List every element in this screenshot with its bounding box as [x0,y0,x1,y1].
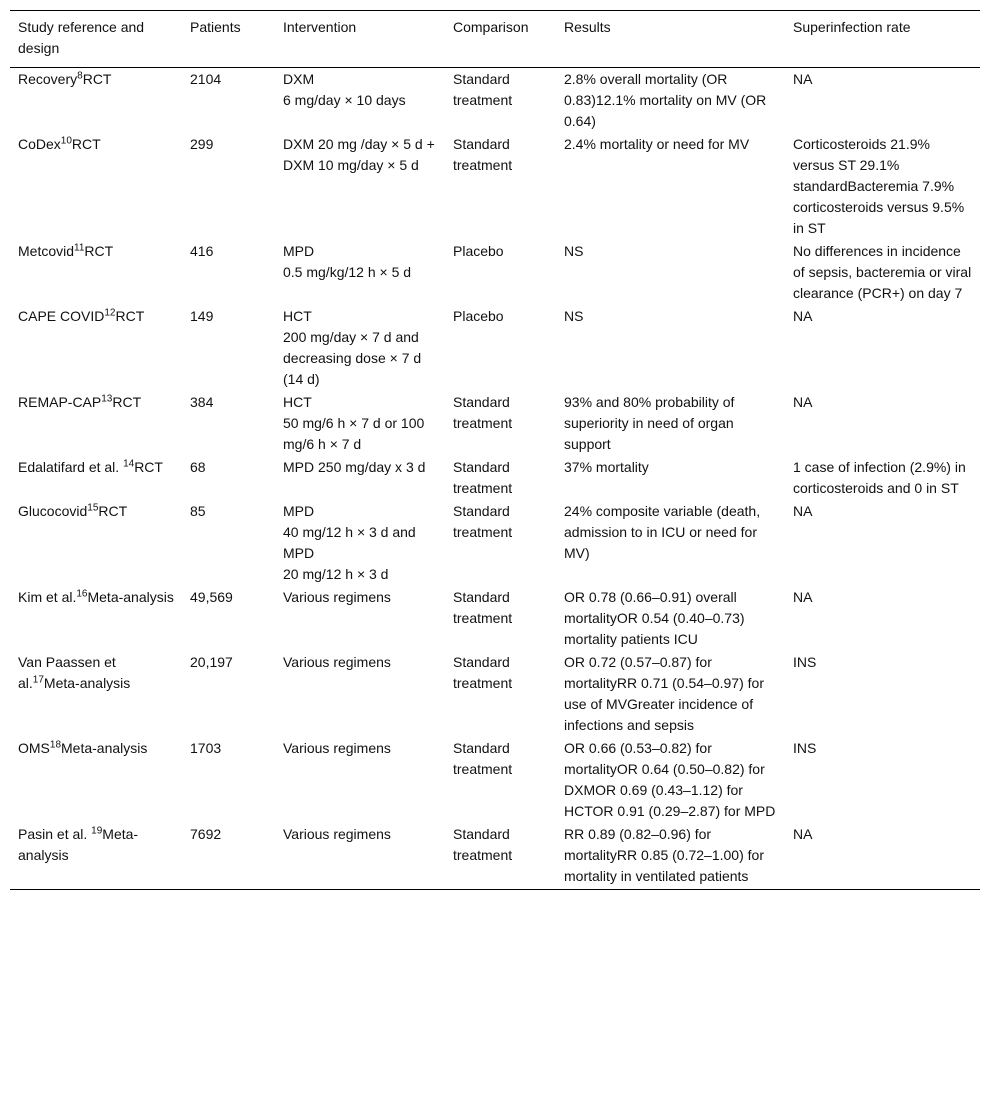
study-name: CAPE COVID [18,308,105,324]
study-cell [10,500,182,586]
study-design: Meta-analysis [43,675,131,691]
study-name: Edalatifard et al. [18,459,124,475]
comparison-cell: Standard treatment [453,136,513,173]
comparison-cell: Standard treatment [453,740,513,777]
intervention-cell [275,823,445,890]
intervention-line: HCT [283,308,312,324]
table-row [10,391,980,456]
table-row [10,500,980,586]
study-design: RCT [82,71,112,87]
intervention-line: Various regimens [283,826,391,842]
study-reference: 19 [91,825,103,837]
patients-cell: 416 [190,243,214,259]
superinfection-cell: INS [793,740,817,756]
header-results: Results [556,11,785,68]
intervention-line: 0.5 mg/kg/12 h × 5 d [283,264,412,280]
header-row [10,11,980,68]
study-cell [10,737,182,823]
intervention-line: DXM [283,71,315,87]
comparison-cell: Standard treatment [453,459,513,496]
comparison-cell: Standard treatment [453,71,513,108]
patients-cell: 384 [190,394,214,410]
study-cell [10,586,182,651]
patients-cell: 149 [190,308,214,324]
header-patients: Patients [182,11,275,68]
results-cell: 93% and 80% probability of superiority in need of organ support [564,394,735,452]
results-cell: 2.8% overall mortality (OR 0.83)12.1% mortality on MV (OR 0.64) [564,71,767,129]
intervention-cell [275,456,445,500]
superinfection-cell: NA [793,394,813,410]
superinfection-cell: NA [793,503,813,519]
table-row [10,456,980,500]
study-cell [10,651,182,737]
header-superinfection: Superinfection rate [785,11,980,68]
table-row [10,240,980,305]
table-row [10,68,980,134]
study-design: RCT [98,503,128,519]
patients-cell: 49,569 [190,589,233,605]
table-row [10,305,980,391]
study-reference: 17 [32,674,44,686]
table-body [10,68,980,890]
study-design: RCT [84,243,114,259]
intervention-line: Various regimens [283,654,391,670]
study-reference: 10 [60,135,72,147]
intervention-line: MPD 250 mg/day x 3 d [283,459,426,475]
intervention-line: Various regimens [283,740,391,756]
patients-cell: 85 [190,503,206,519]
patients-cell: 68 [190,459,206,475]
study-name: REMAP-CAP [18,394,102,410]
study-cell [10,823,182,890]
intervention-line: 50 mg/6 h × 7 d or 100 mg/6 h × 7 d [283,415,425,452]
superinfection-cell: NA [785,823,980,890]
study-design: Meta-analysis [61,740,148,756]
corticosteroid-studies-table [10,10,980,890]
study-name: Recovery [18,71,78,87]
patients-cell: 1703 [190,740,222,756]
study-cell [10,391,182,456]
table-row [10,651,980,737]
intervention-line: 20 mg/12 h × 3 d [283,566,389,582]
study-design: RCT [134,459,163,475]
intervention-cell [275,586,445,651]
comparison-cell: Placebo [453,243,504,259]
comparison-cell: Standard treatment [453,503,513,540]
intervention-cell [275,133,445,240]
study-name: CoDex [18,136,61,152]
patients-cell: 299 [190,136,214,152]
superinfection-cell: NA [793,589,813,605]
results-cell: 37% mortality [564,459,649,475]
intervention-cell [275,651,445,737]
comparison-cell: Standard treatment [453,394,513,431]
table-container [10,10,980,890]
study-reference: 8 [77,70,83,82]
intervention-cell [275,240,445,305]
results-cell: NS [564,308,584,324]
comparison-cell: Standard treatment [453,589,513,626]
study-name: Kim et al. [18,589,77,605]
study-reference: 13 [101,393,113,405]
superinfection-cell: INS [793,654,817,670]
patients-cell: 7692 [182,823,275,890]
superinfection-cell: NA [793,71,813,87]
study-design: Meta-analysis [18,826,139,863]
results-cell: OR 0.78 (0.66–0.91) overall mortalityOR 0.54 (0.40–0.73) mortality patients ICU [564,589,745,647]
superinfection-cell: NA [793,308,813,324]
results-cell: 2.4% mortality or need for MV [564,136,750,152]
study-cell [10,68,182,134]
study-design: RCT [112,394,142,410]
results-cell: OR 0.66 (0.53–0.82) for mortalityOR 0.64 (0.50–0.82) for DXMOR 0.69 (0.43–1.12) for HCTOR 0.91 (0.29–2.87) for MPD [564,740,776,819]
study-design: RCT [115,308,145,324]
study-name: Glucocovid [18,503,88,519]
study-design: RCT [71,136,101,152]
header-comparison: Comparison [445,11,556,68]
study-name: Van Paassen et al. [18,654,116,691]
study-name: Pasin et al. [18,826,92,842]
patients-cell: 2104 [190,71,222,87]
study-name: OMS [18,740,50,756]
comparison-cell: Placebo [453,308,504,324]
intervention-line: MPD [283,243,315,259]
intervention-cell [275,737,445,823]
intervention-line: Various regimens [283,589,391,605]
intervention-line: 6 mg/day × 10 days [283,92,406,108]
study-reference: 11 [74,242,85,254]
superinfection-cell: No differences in incidence of sepsis, bacteremia or viral clearance (PCR+) on day 7 [793,243,972,301]
study-design: Meta-analysis [87,589,174,605]
header-intervention: Intervention [275,11,445,68]
intervention-cell [275,305,445,391]
table-row [10,737,980,823]
results-cell: 24% composite variable (death, admission to in ICU or need for MV) [564,503,761,561]
study-reference: 18 [49,739,62,751]
intervention-cell [275,68,445,134]
study-reference: 16 [76,588,88,600]
study-reference: 12 [104,307,116,319]
results-cell: RR 0.89 (0.82–0.96) for mortalityRR 0.85 (0.72–1.00) for mortality in ventilated patients [556,823,785,890]
results-cell: OR 0.72 (0.57–0.87) for mortalityRR 0.71 (0.54–0.97) for use of MVGreater incidence of infections and sepsis [564,654,764,733]
intervention-cell [275,500,445,586]
table-row [10,133,980,240]
patients-cell: 20,197 [190,654,233,670]
study-cell [10,305,182,391]
intervention-line: 40 mg/12 h × 3 d and MPD [283,524,416,561]
study-cell [10,133,182,240]
table-row [10,823,980,890]
intervention-line: MPD [283,503,315,519]
intervention-line: DXM 20 mg /day × 5 d + DXM 10 mg/day × 5 d [283,136,435,173]
header-study: Study reference and design [10,11,182,68]
study-name: Metcovid [18,243,75,259]
table-header [10,11,980,68]
study-cell [10,456,182,500]
results-cell: NS [564,243,584,259]
table-row [10,586,980,651]
comparison-cell: Standard treatment [445,823,556,890]
study-reference: 15 [87,502,99,514]
superinfection-cell: Corticosteroids 21.9% versus ST 29.1% standardBacteremia 7.9% corticosteroids versus 9.5% in ST [793,136,965,236]
study-reference: 14 [123,458,135,470]
comparison-cell: Standard treatment [453,654,513,691]
intervention-line: HCT [283,394,312,410]
intervention-cell [275,391,445,456]
superinfection-cell: 1 case of infection (2.9%) in corticosteroids and 0 in ST [793,459,966,496]
intervention-line: 200 mg/day × 7 d and decreasing dose × 7 d (14 d) [283,329,422,387]
study-cell [10,240,182,305]
